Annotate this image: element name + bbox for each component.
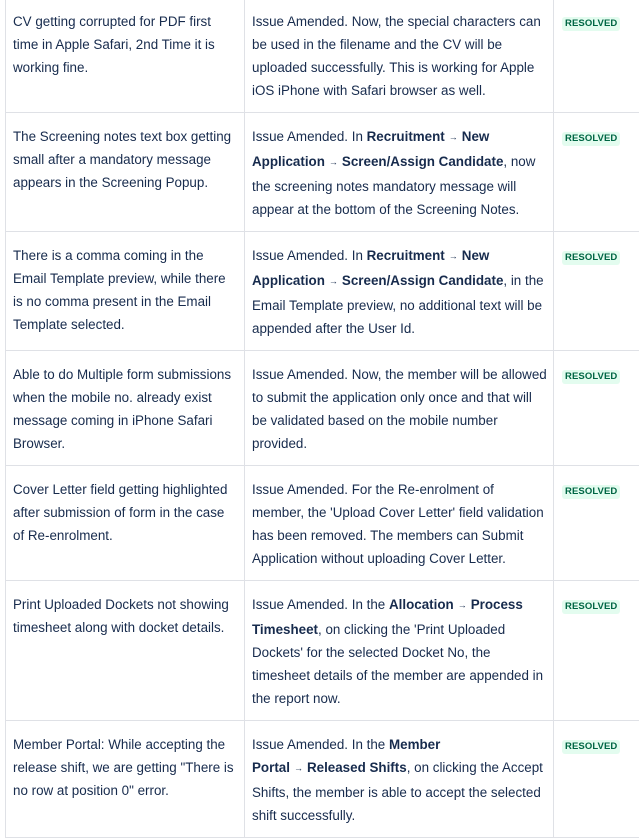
- path-segment: Screen/Assign Candidate: [342, 273, 503, 288]
- status-cell: [554, 113, 639, 232]
- path-segment: Recruitment: [367, 129, 445, 144]
- resolution-text: Issue Amended. For the Re-enrolment of member, the 'Upload Cover Letter' field validation has been removed. The members can Submit Application without uploading Cover Letter.: [252, 482, 544, 566]
- issue-cell: Cover Letter field getting highlighted after submission of form in the case of Re-enrolment.: [6, 466, 245, 581]
- status-badge: RESOLVED: [562, 600, 620, 614]
- status-badge: RESOLVED: [562, 132, 620, 146]
- table-row: [6, 113, 639, 232]
- path-segment: New Application: [252, 129, 489, 169]
- status-cell: [554, 581, 639, 721]
- path-segment: Process Timesheet: [252, 597, 523, 637]
- resolution-text: Issue Amended. Now, the member will be allowed to submit the application only once and that will be validated based on the mobile number provided.: [252, 367, 547, 451]
- path-segment: Allocation: [389, 597, 454, 612]
- status-badge: RESOLVED: [562, 17, 620, 31]
- release-notes-table: [5, 0, 639, 838]
- resolution-text: Issue Amended. In: [252, 129, 367, 144]
- resolution-cell: [245, 351, 554, 466]
- table-row: [6, 466, 639, 581]
- path-segment: Screen/Assign Candidate: [342, 154, 503, 169]
- status-badge: RESOLVED: [562, 740, 620, 754]
- status-badge: RESOLVED: [562, 251, 620, 265]
- path-segment: Released Shifts: [307, 760, 407, 775]
- status-cell: [554, 721, 639, 838]
- table-row: [6, 351, 639, 466]
- table-row: [6, 0, 639, 113]
- status-cell: [554, 466, 639, 581]
- resolution-text: Issue Amended. In the: [252, 737, 389, 752]
- resolution-cell: [245, 466, 554, 581]
- issue-cell: CV getting corrupted for PDF first time in Apple Safari, 2nd Time it is working fine.: [6, 0, 245, 113]
- issue-cell: Able to do Multiple form submissions when the mobile no. already exist message coming in iPhone Safari Browser.: [6, 351, 245, 466]
- arrow-right-icon: →: [325, 276, 342, 286]
- arrow-right-icon: →: [325, 157, 342, 167]
- resolution-text: , on clicking the Accept Shifts, the member is able to accept the selected shift successfully.: [252, 760, 543, 823]
- issue-cell: Member Portal: While accepting the release shift, we are getting "There is no row at position 0" error.: [6, 721, 245, 838]
- arrow-right-icon: →: [290, 763, 307, 773]
- resolution-text: , on clicking the 'Print Uploaded Dockets' for the selected Docket No, the timesheet details of the member are appended in the report now.: [252, 622, 543, 706]
- status-cell: [554, 351, 639, 466]
- status-badge: RESOLVED: [562, 370, 620, 384]
- status-badge: RESOLVED: [562, 485, 620, 499]
- resolution-cell: [245, 581, 554, 721]
- resolution-cell: [245, 0, 554, 113]
- status-cell: [554, 0, 639, 113]
- status-cell: [554, 232, 639, 351]
- resolution-cell: [245, 113, 554, 232]
- resolution-text: , in the Email Template preview, no additional text will be appended after the User Id.: [252, 273, 544, 336]
- resolution-cell: [245, 721, 554, 838]
- resolution-text: , now the screening notes mandatory message will appear at the bottom of the Screening Notes.: [252, 154, 535, 217]
- resolution-text: Issue Amended. In: [252, 248, 367, 263]
- path-segment: New Application: [252, 248, 489, 288]
- table-row: [6, 232, 639, 351]
- arrow-right-icon: →: [445, 132, 462, 142]
- arrow-right-icon: →: [454, 600, 471, 610]
- issue-cell: The Screening notes text box getting small after a mandatory message appears in the Screening Popup.: [6, 113, 245, 232]
- resolution-text: Issue Amended. In the: [252, 597, 389, 612]
- resolution-cell: [245, 232, 554, 351]
- arrow-right-icon: →: [445, 251, 462, 261]
- table-row: [6, 581, 639, 721]
- issue-cell: There is a comma coming in the Email Template preview, while there is no comma present in the Email Template selected.: [6, 232, 245, 351]
- resolution-text: Issue Amended. Now, the special characters can be used in the filename and the CV will be uploaded successfully. This is working for Apple iOS iPhone with Safari browser as well.: [252, 14, 541, 98]
- table-row: [6, 721, 639, 838]
- path-segment: Recruitment: [367, 248, 445, 263]
- issue-cell: Print Uploaded Dockets not showing timesheet along with docket details.: [6, 581, 245, 721]
- path-segment: Member Portal: [252, 737, 440, 775]
